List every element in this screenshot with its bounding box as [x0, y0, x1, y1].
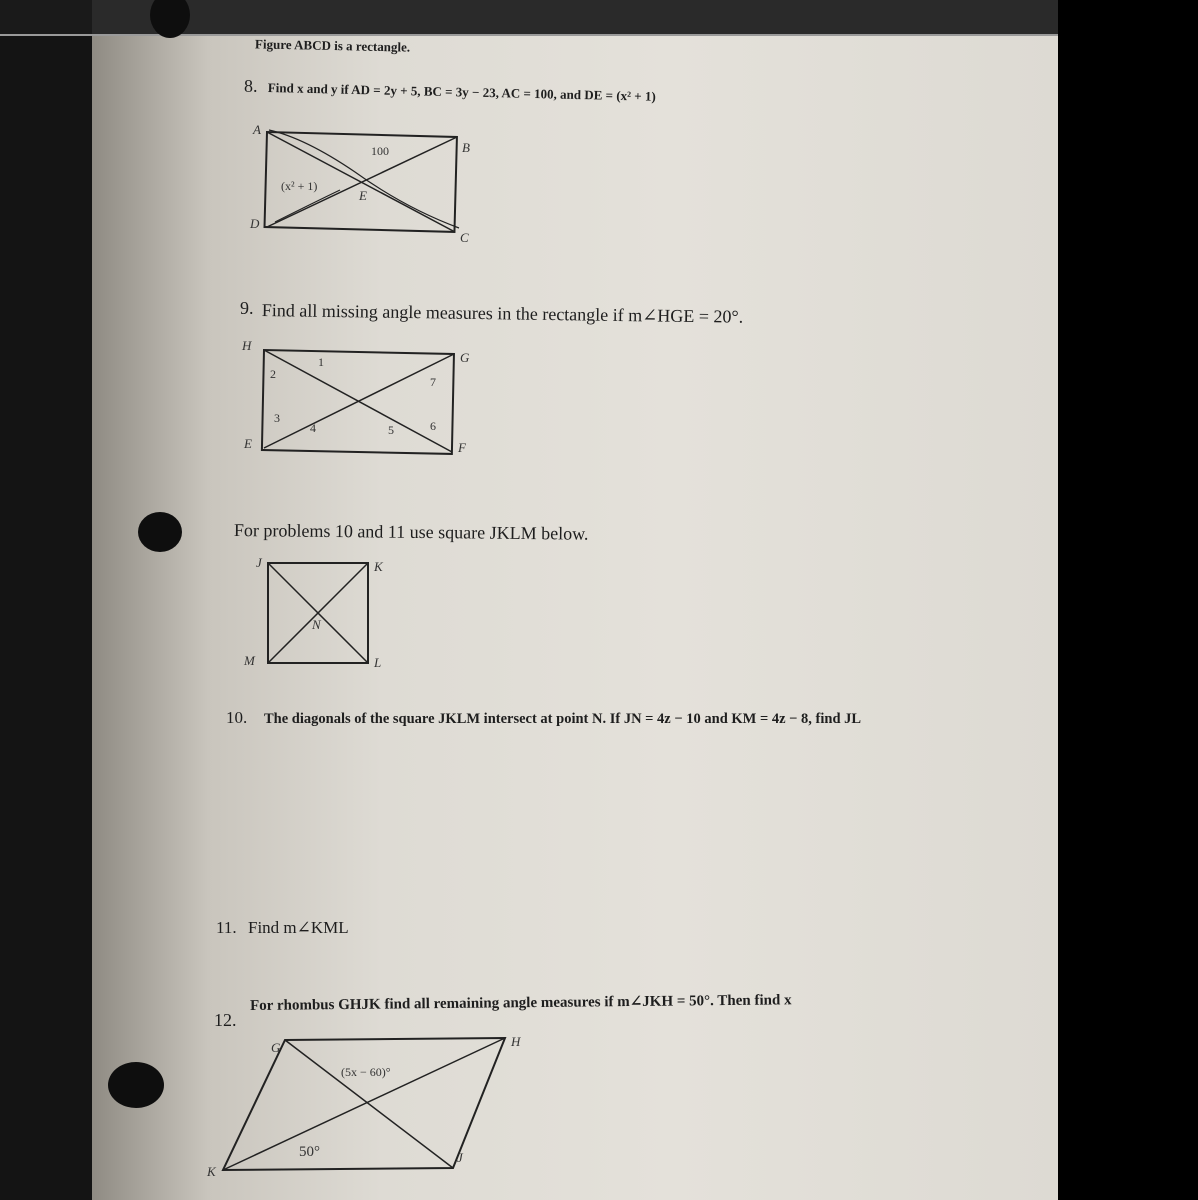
q12-text: For rhombus GHJK find all remaining angle measures if m∠JKH = 50°. Then find x: [250, 992, 792, 1014]
square-label-l: L: [374, 655, 382, 670]
square-label-n: N: [312, 617, 321, 632]
rhombus-expr: (5x − 60)°: [341, 1065, 391, 1079]
q9-angle-1: 1: [318, 355, 324, 369]
q10-text: The diagonals of the square JKLM intersect at point N. If JN = 4z − 10 and KM = 4z − 8, find JL: [264, 711, 862, 727]
q10-number: 10.: [226, 708, 248, 727]
q9-angle-4: 4: [310, 421, 316, 435]
q8-text: Find x and y if AD = 2y + 5, BC = 3y − 23, AC = 100, and DE = (x² + 1): [267, 80, 656, 104]
square-label-j: J: [256, 555, 262, 570]
right-background: [1058, 0, 1198, 1200]
left-background: [0, 36, 92, 1200]
intro-10-11: For problems 10 and 11 use square JKLM below.: [233, 520, 589, 544]
q12-number: 12.: [214, 1010, 237, 1030]
q8-label-e: E: [359, 188, 367, 203]
binder-hole-middle: [138, 512, 182, 552]
q8-label-a: A: [253, 122, 261, 137]
q9-angle-3: 3: [274, 411, 280, 425]
q9-angle-2: 2: [270, 367, 276, 381]
binder-hole-bottom: [108, 1062, 164, 1108]
square-label-m: M: [244, 653, 255, 668]
q9-label-g: G: [460, 350, 470, 365]
page-top-shadow: [92, 0, 1058, 36]
q9-angle-5: 5: [388, 423, 394, 437]
q9-angle-7: 7: [430, 375, 436, 389]
q11-text: Find m∠KML: [248, 918, 349, 937]
q8-label-c: C: [460, 230, 469, 245]
q11-number: 11.: [216, 918, 237, 937]
square-jklm-figure: [236, 555, 416, 675]
q8-label-b: B: [462, 140, 470, 155]
q9-label-f: F: [458, 440, 466, 455]
q9-rectangle-figure: [238, 338, 498, 458]
q8-rectangle-figure: [245, 120, 485, 245]
q8-label-de: (x² + 1): [281, 179, 318, 193]
figure-intro: Figure ABCD is a rectangle.: [254, 36, 411, 55]
rhombus-label-h: H: [511, 1034, 521, 1049]
q8-number: 8.: [244, 76, 258, 96]
rhombus-label-k: K: [207, 1164, 216, 1179]
q8-label-d: D: [250, 216, 260, 231]
q8-label-ac: 100: [371, 144, 389, 158]
rhombus-angle: 50°: [299, 1144, 320, 1160]
rhombus-label-g: G: [271, 1040, 281, 1055]
q9-label-e: E: [244, 436, 252, 451]
q9-number: 9.: [240, 298, 254, 318]
q9-angle-6: 6: [430, 419, 436, 433]
q9-label-h: H: [242, 338, 252, 353]
q9-text: Find all missing angle measures in the rectangle if m∠HGE = 20°.: [261, 300, 744, 327]
rhombus-label-j: J: [457, 1150, 463, 1165]
square-label-k: K: [374, 559, 383, 574]
rhombus-ghjk-figure: [205, 1032, 525, 1177]
